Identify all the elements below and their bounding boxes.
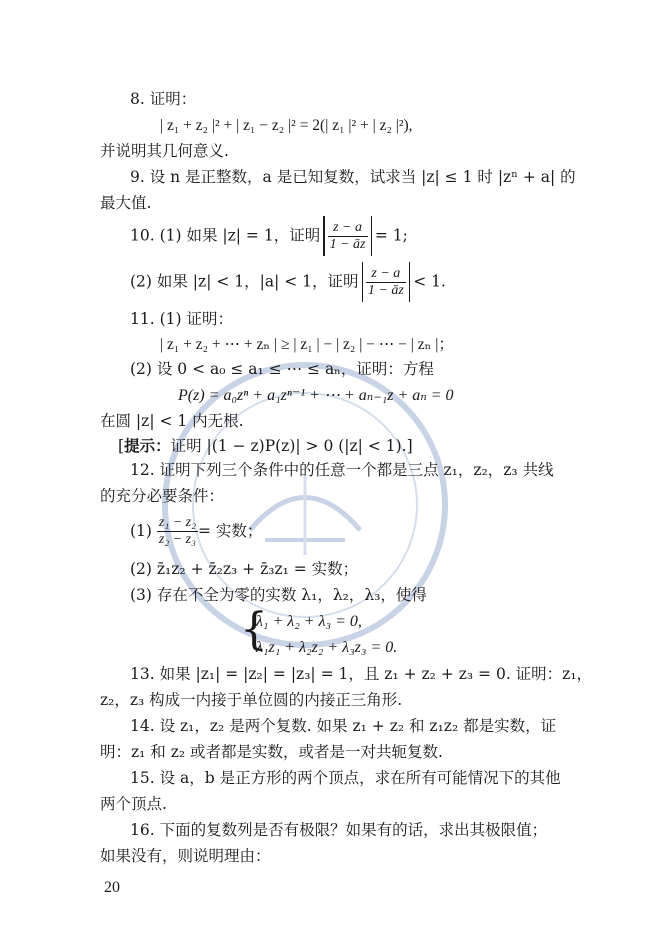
problem-15-line2: 两个顶点.	[100, 795, 167, 813]
problem-9-line2: 最大值.	[100, 194, 152, 212]
problem-10-part1	[130, 216, 408, 256]
problem-13-line2: z₂，z₃ 构成一内接于单位圆的内接正三角形.	[100, 691, 403, 709]
problem-8-label: 8. 证明：	[130, 90, 197, 108]
problem-12-line2: 的充分必要条件：	[100, 487, 225, 505]
abs-bar-left	[362, 262, 363, 302]
fraction-numerator: z − a	[366, 266, 406, 283]
abs-bar-right	[371, 216, 372, 256]
condition-1-suffix: = 实数；	[197, 521, 263, 540]
fraction-numerator: z₁ − z₂	[158, 515, 196, 530]
problem-10-fraction-2	[366, 266, 406, 299]
system-brace-icon: {	[240, 604, 268, 655]
problem-13-line1: 13. 如果 |z₁| = |z₂| = |z₃| = 1，且 z₁ + z₂ + z₃ = 0. 证明：z₁，	[130, 665, 593, 683]
problem-10-fraction-1	[328, 220, 368, 253]
problem-12-condition-3: (3) 存在不全为零的实数 λ₁，λ₂，λ₃，使得	[130, 586, 427, 604]
problem-11-part2-formula: P(z) = a₀zⁿ + a₁zⁿ⁻¹ + ⋯ + aₙ₋₁z + aₙ = 0	[178, 387, 454, 404]
system-equation-2: λ₁z₁ + λ₂z₂ + λ₃z₃ = 0.	[256, 639, 398, 656]
problem-12-condition-1	[130, 515, 262, 548]
abs-bar-right	[409, 262, 410, 302]
fraction-denominator: 1 − āz	[329, 236, 366, 252]
problem-14-line1: 14. 设 z₁，z₂ 是两个复数. 如果 z₁ + z₂ 和 z₁z₂ 都是实数，证	[130, 717, 557, 735]
system-equation-1: λ₁ + λ₂ + λ₃ = 0,	[256, 613, 362, 630]
problem-11-part2-tail: 在圆 |z| < 1 内无根.	[100, 412, 244, 430]
problem-11-part1-label: 11. (1) 证明：	[130, 310, 233, 328]
problem-11-part2-label: (2) 设 0 < a₀ ≤ a₁ ≤ ⋯ ≤ aₙ，证明：方程	[130, 360, 434, 378]
problem-8-formula: | z₁ + z₂ |² + | z₁ − z₂ |² = 2(| z₁ |² + | z₂ |²),	[160, 117, 413, 134]
problem-10-part2-suffix: < 1.	[413, 272, 446, 291]
problem-14-line2: 明：z₁ 和 z₂ 或者都是实数，或者是一对共轭复数.	[100, 743, 443, 761]
problem-11-hint: [提示：证明 |(1 − z)P(z)| > 0 (|z| < 1).]	[118, 436, 413, 455]
fraction-numerator: z − a	[328, 220, 368, 237]
problem-10-part1-prefix: 10. (1) 如果 |z| = 1，证明	[130, 226, 321, 245]
problem-16-line2: 如果没有，则说明理由：	[100, 847, 271, 865]
problem-11-part1-formula: | z₁ + z₂ + ⋯ + zₙ | ≥ | z₁ | − | z₂ | − ⋯ − | zₙ |；	[160, 336, 454, 353]
problem-8-tail: 并说明其几何意义.	[100, 142, 229, 160]
fraction-denominator: z₂ − z₃	[158, 532, 196, 547]
problem-12-condition-2: (2) z̄₁z₂ + z̄₂z₃ + z̄₃z₁ = 实数；	[130, 560, 359, 578]
hint-text: 证明 |(1 − z)P(z)| > 0 (|z| < 1).	[170, 437, 407, 455]
problem-10-part2	[130, 262, 446, 302]
problem-15-line1: 15. 设 a，b 是正方形的两个顶点，求在所有可能情况下的其他	[130, 769, 561, 787]
condition-1-fraction	[157, 515, 198, 548]
problem-9-line1: 9. 设 n 是正整数，a 是已知复数，试求当 |z| ≤ 1 时 |zⁿ + a| 的	[130, 168, 576, 186]
problem-10-part1-suffix: = 1;	[374, 226, 408, 245]
problem-10-part2-prefix: (2) 如果 |z| < 1，|a| < 1，证明	[130, 272, 359, 291]
fraction-denominator: 1 − āz	[367, 282, 404, 298]
condition-1-label: (1)	[130, 521, 152, 540]
problem-16-line1: 16. 下面的复数列是否有极限？如果有的话，求出其极限值；	[130, 821, 548, 839]
problem-12-line1: 12. 证明下列三个条件中的任意一个都是三点 z₁，z₂，z₃ 共线	[130, 461, 554, 479]
abs-bar-left	[323, 216, 324, 256]
hint-label: 提示：	[124, 436, 171, 455]
page-number: 20	[104, 879, 120, 896]
